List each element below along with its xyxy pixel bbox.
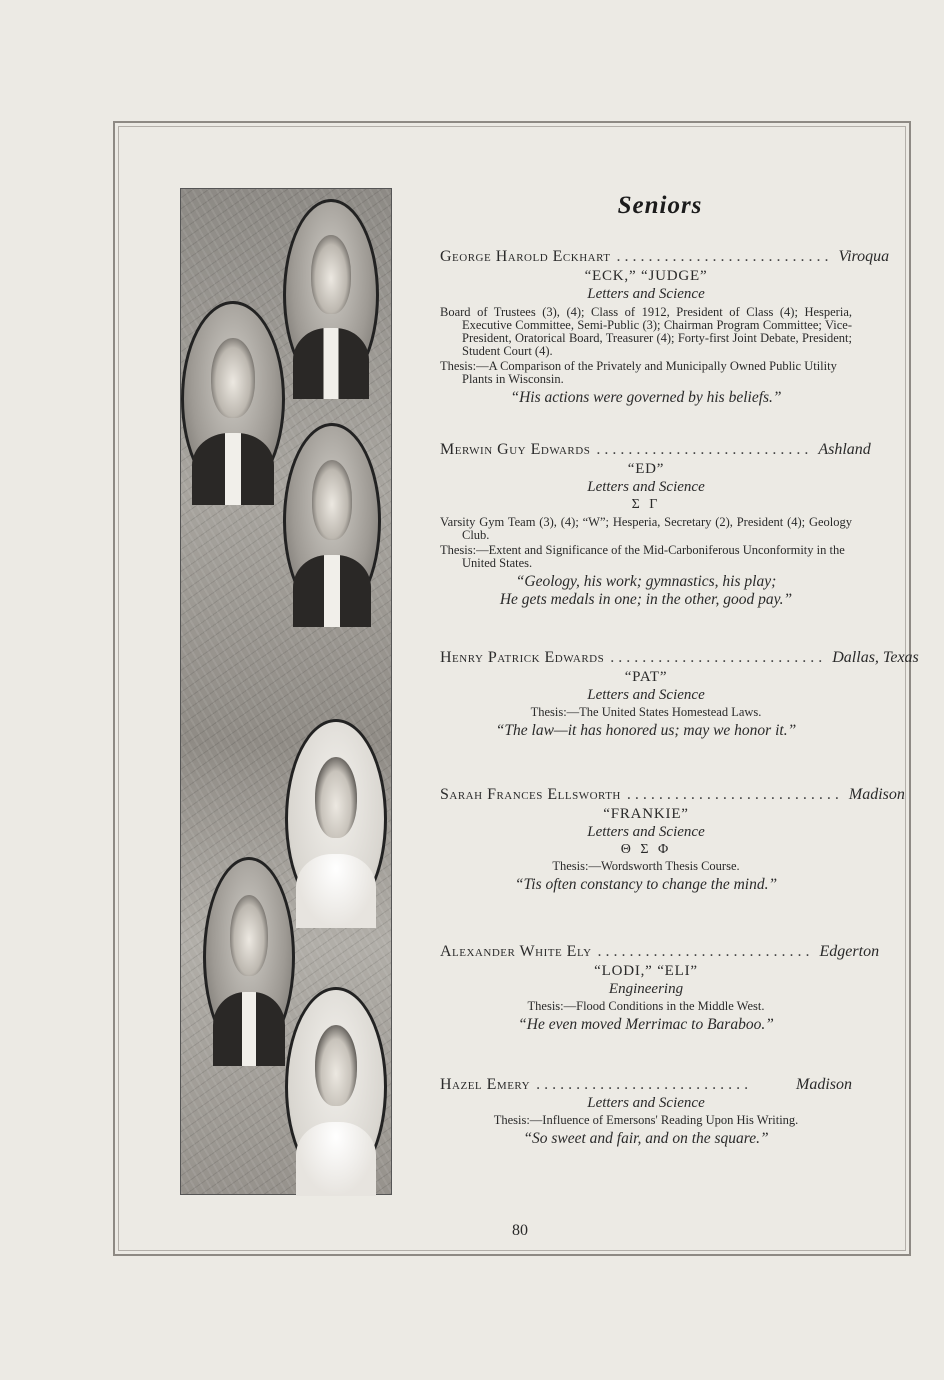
dot-leader: ........................... xyxy=(597,943,814,960)
senior-quote-line-2: He gets medals in one; in the other, good pay.” xyxy=(499,591,793,608)
senior-hometown: Edgerton xyxy=(819,943,880,960)
senior-college: Letters and Science xyxy=(587,286,705,302)
senior-entry-eckhart xyxy=(440,248,890,407)
senior-college: Letters and Science xyxy=(587,687,705,703)
senior-name: Alexander White Ely xyxy=(440,943,592,960)
senior-entry-emery xyxy=(440,1076,852,1148)
senior-name: Hazel Emery xyxy=(440,1076,531,1093)
senior-nickname: “FRANKIE” xyxy=(603,806,689,822)
senior-fraternity: Σ Γ xyxy=(631,497,661,512)
dot-leader: ........................... xyxy=(616,248,833,265)
dot-leader: ........................... xyxy=(610,649,827,666)
senior-quote: “So sweet and fair, and on the square.” xyxy=(523,1130,769,1147)
senior-hometown: Ashland xyxy=(818,441,871,458)
page-title: Seniors xyxy=(617,192,703,219)
senior-quote-line-1: “Geology, his work; gymnastics, his play; xyxy=(515,573,777,590)
portrait-ely xyxy=(203,857,295,1057)
senior-name: Sarah Frances Ellsworth xyxy=(440,786,621,803)
senior-quote: “The law—it has honored us; may we honor it.” xyxy=(495,722,797,739)
senior-thesis: Thesis:—A Comparison of the Privately and Municipally Owned Public Utility Plants in Wisconsin. xyxy=(440,359,837,386)
portrait-henry-edwards xyxy=(283,423,381,619)
senior-nickname: “LODI,” “ELI” xyxy=(594,963,698,979)
senior-college: Letters and Science xyxy=(587,479,705,495)
senior-thesis: Thesis:—Wordsworth Thesis Course. xyxy=(552,859,740,873)
senior-college: Letters and Science xyxy=(587,1095,705,1111)
senior-hometown: Madison xyxy=(796,1076,852,1093)
senior-entry-ellsworth xyxy=(440,786,905,894)
senior-thesis: Thesis:—Extent and Significance of the Mid-Carboniferous Unconformity in the United States. xyxy=(440,543,845,570)
senior-thesis: Thesis:—The United States Homestead Laws. xyxy=(530,705,762,719)
senior-quote: “His actions were governed by his beliefs.” xyxy=(510,389,782,406)
senior-quote: “Tis often constancy to change the mind.” xyxy=(514,876,778,893)
senior-thesis: Thesis:—Influence of Emersons' Reading Upon His Writing. xyxy=(493,1113,799,1127)
senior-hometown: Viroqua xyxy=(838,248,890,265)
dot-leader: ........................... xyxy=(596,441,813,458)
senior-thesis: Thesis:—Flood Conditions in the Middle West. xyxy=(527,999,765,1013)
dot-leader: ........................... xyxy=(536,1076,753,1093)
portrait-ellsworth xyxy=(285,719,387,919)
senior-name: George Harold Eckhart xyxy=(440,248,611,265)
senior-hometown: Madison xyxy=(848,786,905,803)
senior-record: Varsity Gym Team (3), (4); “W”; Hesperia, Secretary (2), President (4); Geology Club. xyxy=(440,515,852,542)
senior-nickname: “ED” xyxy=(627,461,665,477)
page-number: 80 xyxy=(512,1222,528,1239)
portrait-strip xyxy=(180,188,392,1195)
senior-name: Merwin Guy Edwards xyxy=(440,441,591,458)
portrait-merwin-edwards xyxy=(181,301,285,497)
senior-record: Board of Trustees (3), (4); Class of 1912, President of Class (4); Hesperia, Executive Committee, Semi-Public (3); Chairman Program Committee; Vice-President, Oratorical Board, Treasurer (4); Forty-first Joint Debate, President; Student Court (4). xyxy=(440,305,852,358)
senior-entry-merwin-edwards xyxy=(440,441,871,609)
senior-hometown: Dallas, Texas xyxy=(832,649,919,666)
dot-leader: ........................... xyxy=(626,786,843,803)
senior-college: Engineering xyxy=(608,981,684,997)
senior-quote: “He even moved Merrimac to Baraboo.” xyxy=(518,1016,774,1033)
senior-entry-henry-edwards xyxy=(440,649,919,740)
portrait-emery xyxy=(285,987,387,1187)
senior-nickname: “PAT” xyxy=(624,669,668,685)
portrait-eckhart xyxy=(283,199,379,391)
senior-sorority: Θ Σ Φ xyxy=(620,842,672,857)
senior-entry-ely xyxy=(440,943,880,1034)
senior-name: Henry Patrick Edwards xyxy=(440,649,605,666)
senior-college: Letters and Science xyxy=(587,824,705,840)
senior-nickname: “ECK,” “JUDGE” xyxy=(584,268,708,284)
